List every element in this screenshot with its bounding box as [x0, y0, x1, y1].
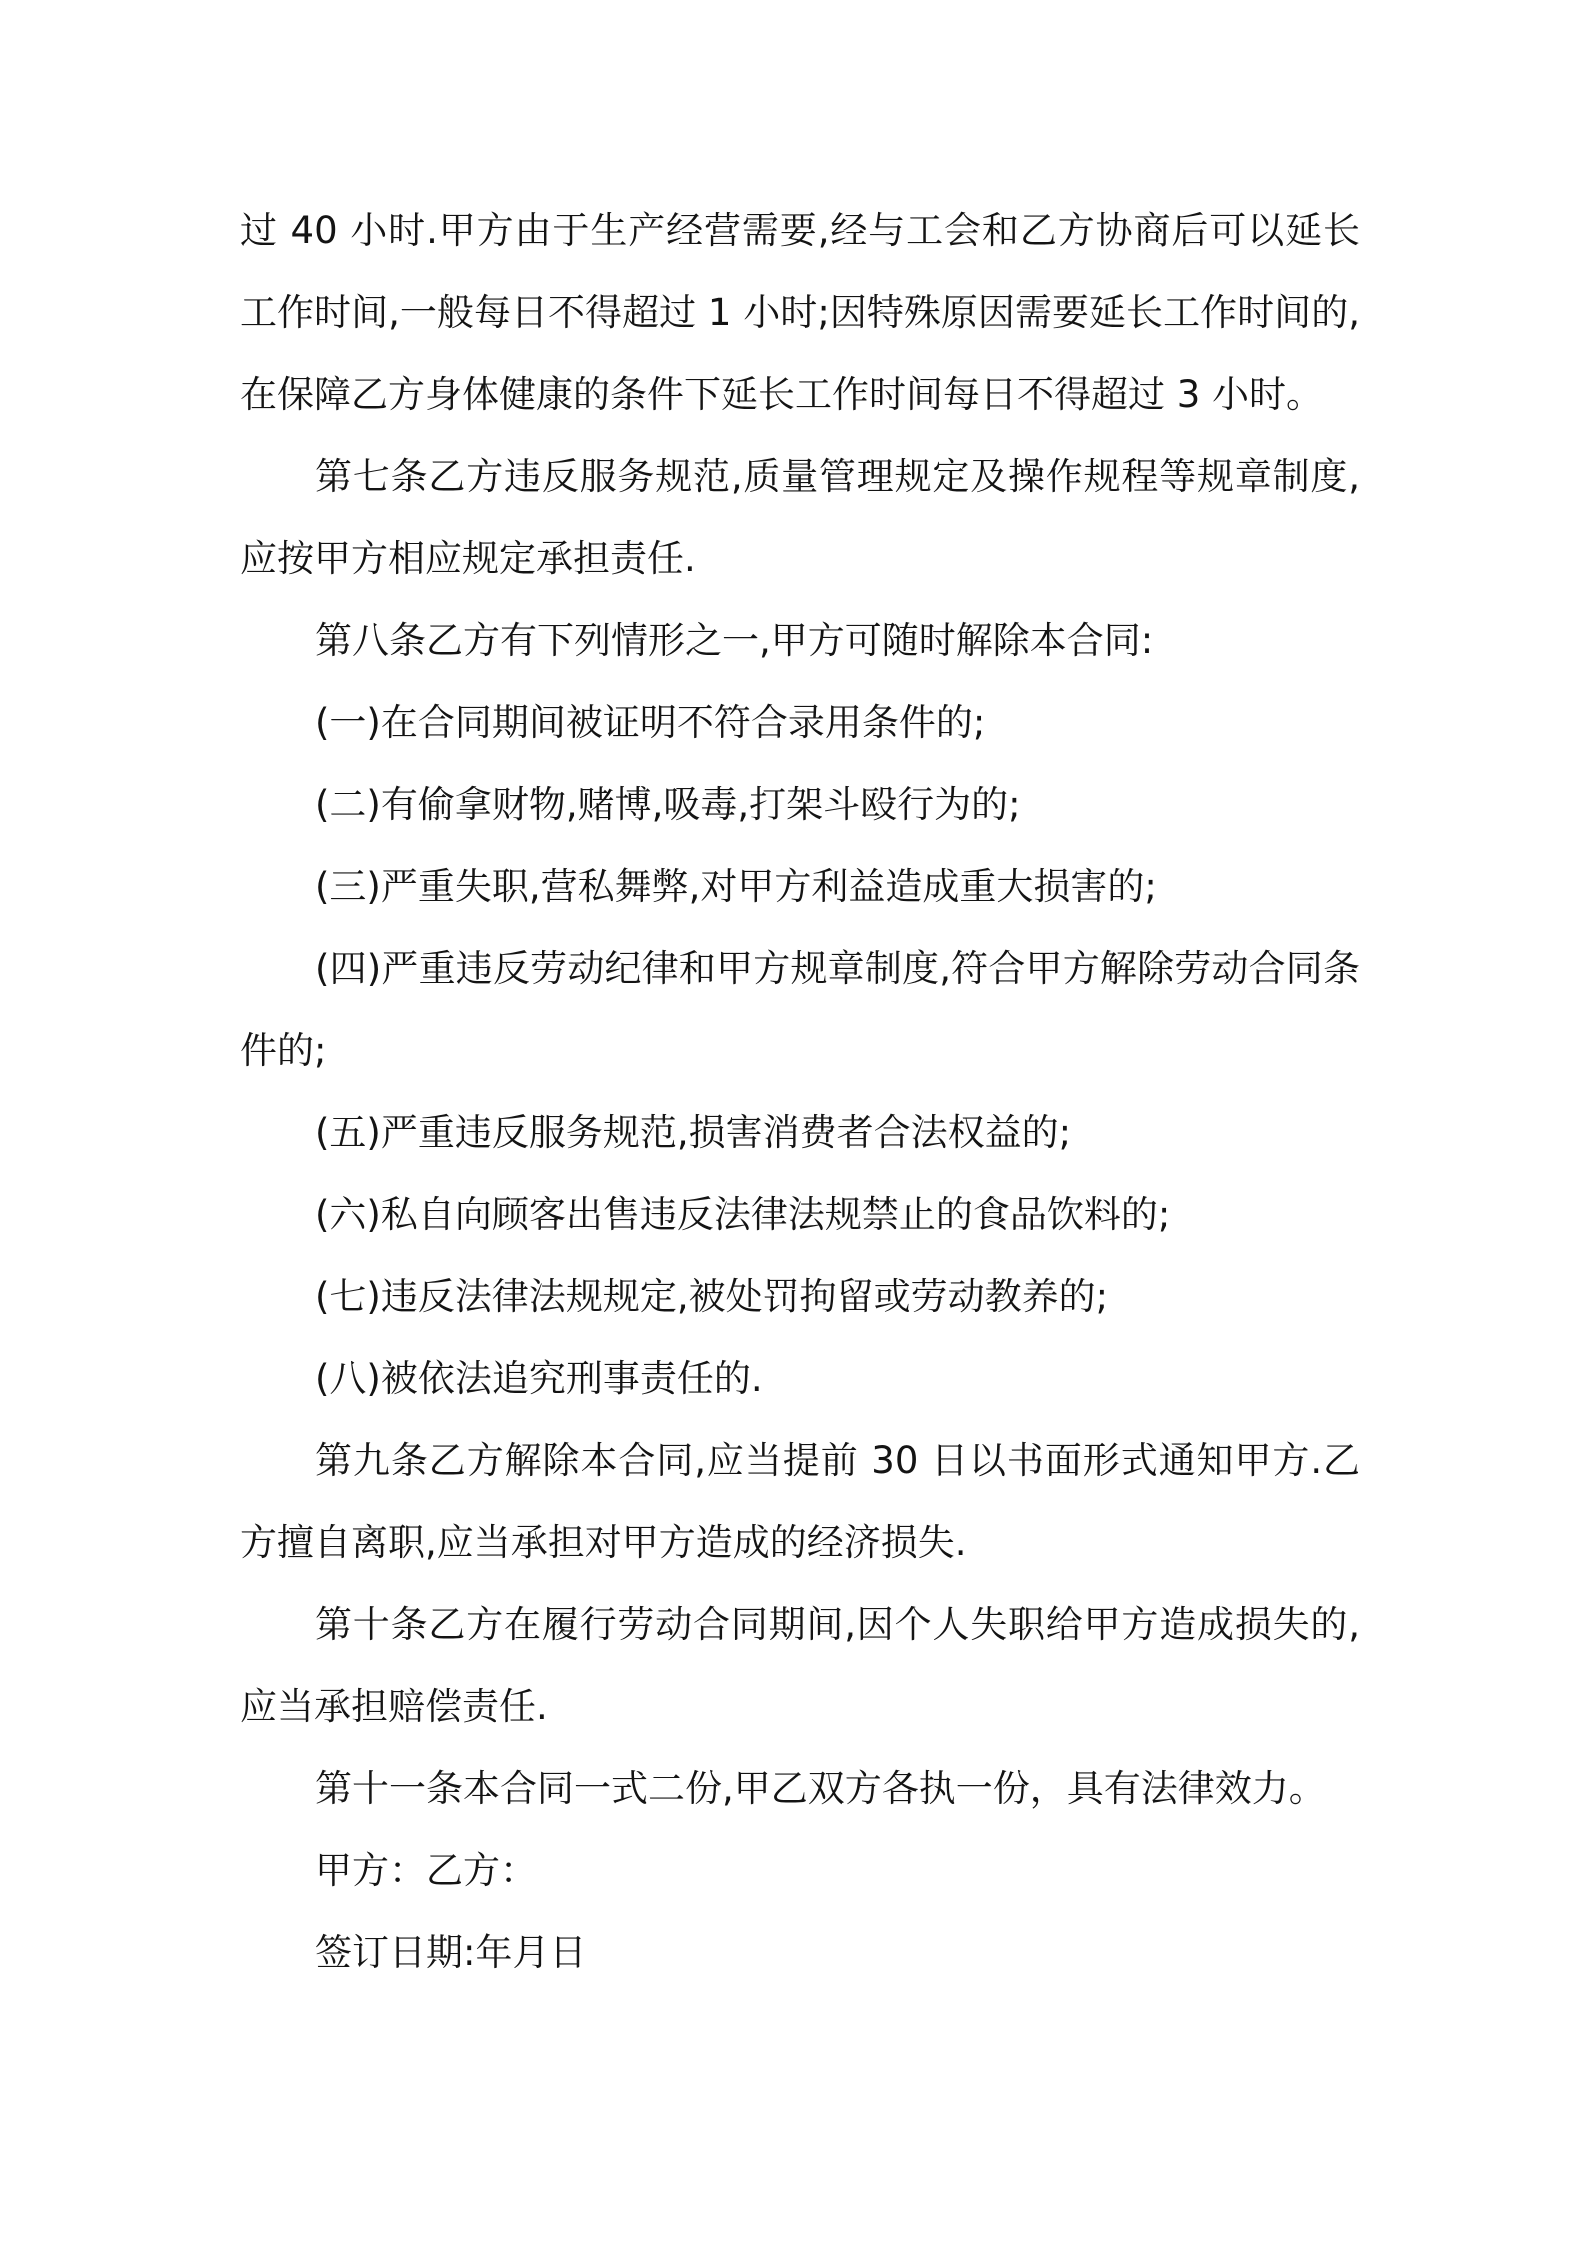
paragraph-article-9: 第九条乙方解除本合同,应当提前 30 日以书面形式通知甲方.乙方擅自离职,应当承担对甲方造成的经济损失.: [240, 1439, 1360, 1564]
paragraph-article-11: 第十一条本合同一式二份,甲乙双方各执一份，具有法律效力。: [315, 1767, 1326, 1810]
paragraph-article-8: 第八条乙方有下列情形之一,甲方可随时解除本合同:: [315, 619, 1154, 662]
signing-date-line: 签订日期:年月日: [315, 1931, 587, 1974]
signature-parties-line: 甲方：乙方：: [315, 1849, 537, 1892]
paragraph-article-7: 第七条乙方违反服务规范,质量管理规定及操作规程等规章制度,应按甲方相应规定承担责任.: [240, 455, 1360, 580]
list-item: (六)私自向顾客出售违反法律法规禁止的食品饮料的;: [315, 1193, 1171, 1236]
document-page: [240, 190, 1360, 1994]
list-item: (五)严重违反服务规范,损害消费者合法权益的;: [315, 1111, 1072, 1154]
list-item: (二)有偷拿财物,赌博,吸毒,打架斗殴行为的;: [315, 783, 1021, 826]
paragraph-article-10: 第十条乙方在履行劳动合同期间,因个人失职给甲方造成损失的,应当承担赔偿责任.: [240, 1603, 1360, 1728]
paragraph-overtime-continued: 过 40 小时.甲方由于生产经营需要,经与工会和乙方协商后可以延长工作时间,一般每日不得超过 1 小时;因特殊原因需要延长工作时间的,在保障乙方身体健康的条件下延长工作时间每日不得超过 3 小时。: [240, 209, 1360, 416]
list-item: (七)违反法律法规规定,被处罚拘留或劳动教养的;: [315, 1275, 1109, 1318]
list-item: (八)被依法追究刑事责任的.: [315, 1357, 763, 1400]
list-item: (四)严重违反劳动纪律和甲方规章制度,符合甲方解除劳动合同条件的;: [240, 947, 1360, 1072]
list-item: (三)严重失职,营私舞弊,对甲方利益造成重大损害的;: [315, 865, 1157, 908]
list-item: (一)在合同期间被证明不符合录用条件的;: [315, 701, 986, 744]
